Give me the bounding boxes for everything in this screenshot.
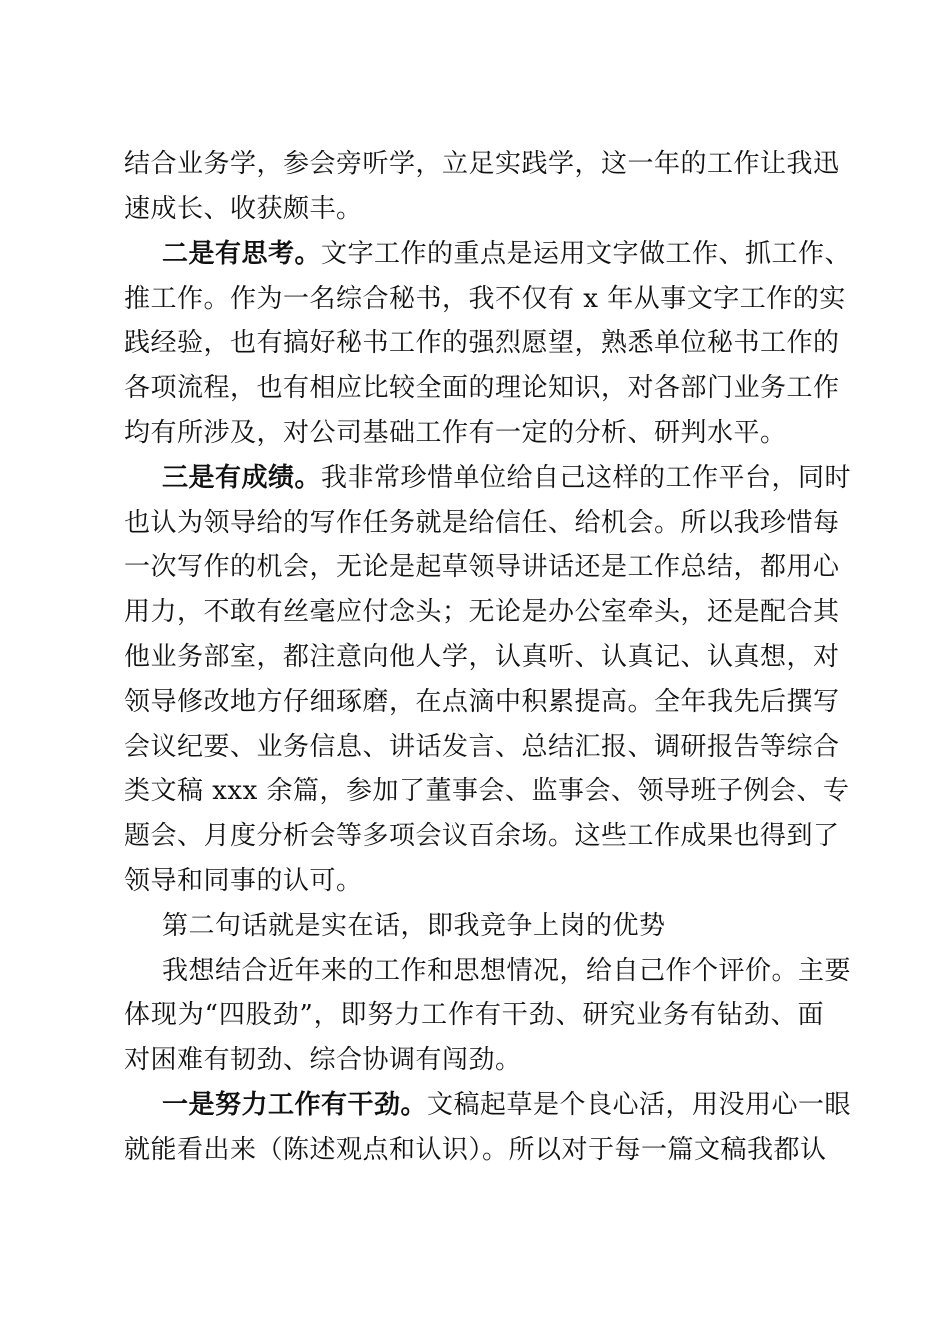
- paragraph-line: 推工作。作为一名综合秘书，我不仅有 x 年从事文字工作的实: [124, 284, 846, 314]
- paragraph-line: [162, 460, 852, 496]
- paragraph-text: 文稿起草是个良心活，用没用心一眼: [427, 1090, 852, 1120]
- paragraph-line: 也认为领导给的写作任务就是给信任、给机会。所以我珍惜每: [124, 508, 840, 538]
- paragraph-line: 用力，不敢有丝毫应付念头；无论是办公室牵头，还是配合其: [124, 597, 840, 627]
- paragraph-line: 均有所涉及，对公司基础工作有一定的分析、研判水平。: [124, 418, 787, 448]
- paragraph-line: 领导修改地方仔细琢磨，在点滴中积累提高。全年我先后撰写: [124, 687, 840, 717]
- paragraph-line: 对困难有韧劲、综合协调有闯劲。: [124, 1045, 522, 1075]
- paragraph-text: 我非常珍惜单位给自己这样的工作平台，同时: [321, 463, 852, 493]
- paragraph-line: [162, 1087, 852, 1123]
- paragraph-lead: 三是有成绩。: [162, 463, 322, 493]
- paragraph-line: [162, 236, 852, 272]
- paragraph-line: 结合业务学，参会旁听学，立足实践学，这一年的工作让我迅: [124, 149, 840, 179]
- paragraph-text: 文字工作的重点是运用文字做工作、抓工作、: [321, 239, 852, 269]
- paragraph-line: 会议纪要、业务信息、讲话发言、总结汇报、调研报告等综合: [124, 732, 840, 762]
- paragraph-line: 速成长、收获颇丰。: [124, 194, 363, 224]
- paragraph-line: 题会、月度分析会等多项会议百余场。这些工作成果也得到了: [124, 821, 840, 851]
- paragraph-lead: 一是努力工作有干劲。: [162, 1090, 428, 1120]
- paragraph-line: 领导和同事的认可。: [124, 866, 363, 896]
- paragraph-line: 践经验，也有搞好秘书工作的强烈愿望，熟悉单位秘书工作的: [124, 328, 840, 358]
- paragraph-line: 他业务部室，都注意向他人学，认真听、认真记、认真想，对: [124, 642, 840, 672]
- paragraph-line: 各项流程，也有相应比较全面的理论知识，对各部门业务工作: [124, 373, 840, 403]
- paragraph-line: 体现为“四股劲”，即努力工作有干劲、研究业务有钻劲、面: [124, 1000, 824, 1030]
- paragraph-line: 一次写作的机会，无论是起草领导讲话还是工作总结，都用心: [124, 552, 840, 582]
- paragraph-lead: 二是有思考。: [162, 239, 322, 269]
- paragraph-line: 就能看出来（陈述观点和认识）。所以对于每一篇文稿我都认: [124, 1135, 827, 1165]
- paragraph-line: 我想结合近年来的工作和思想情况，给自己作个评价。主要: [162, 956, 852, 986]
- paragraph-line: 类文稿 xxx 余篇，参加了董事会、监事会、领导班子例会、专: [124, 776, 850, 806]
- section-heading: 第二句话就是实在话，即我竞争上岗的优势: [162, 911, 666, 941]
